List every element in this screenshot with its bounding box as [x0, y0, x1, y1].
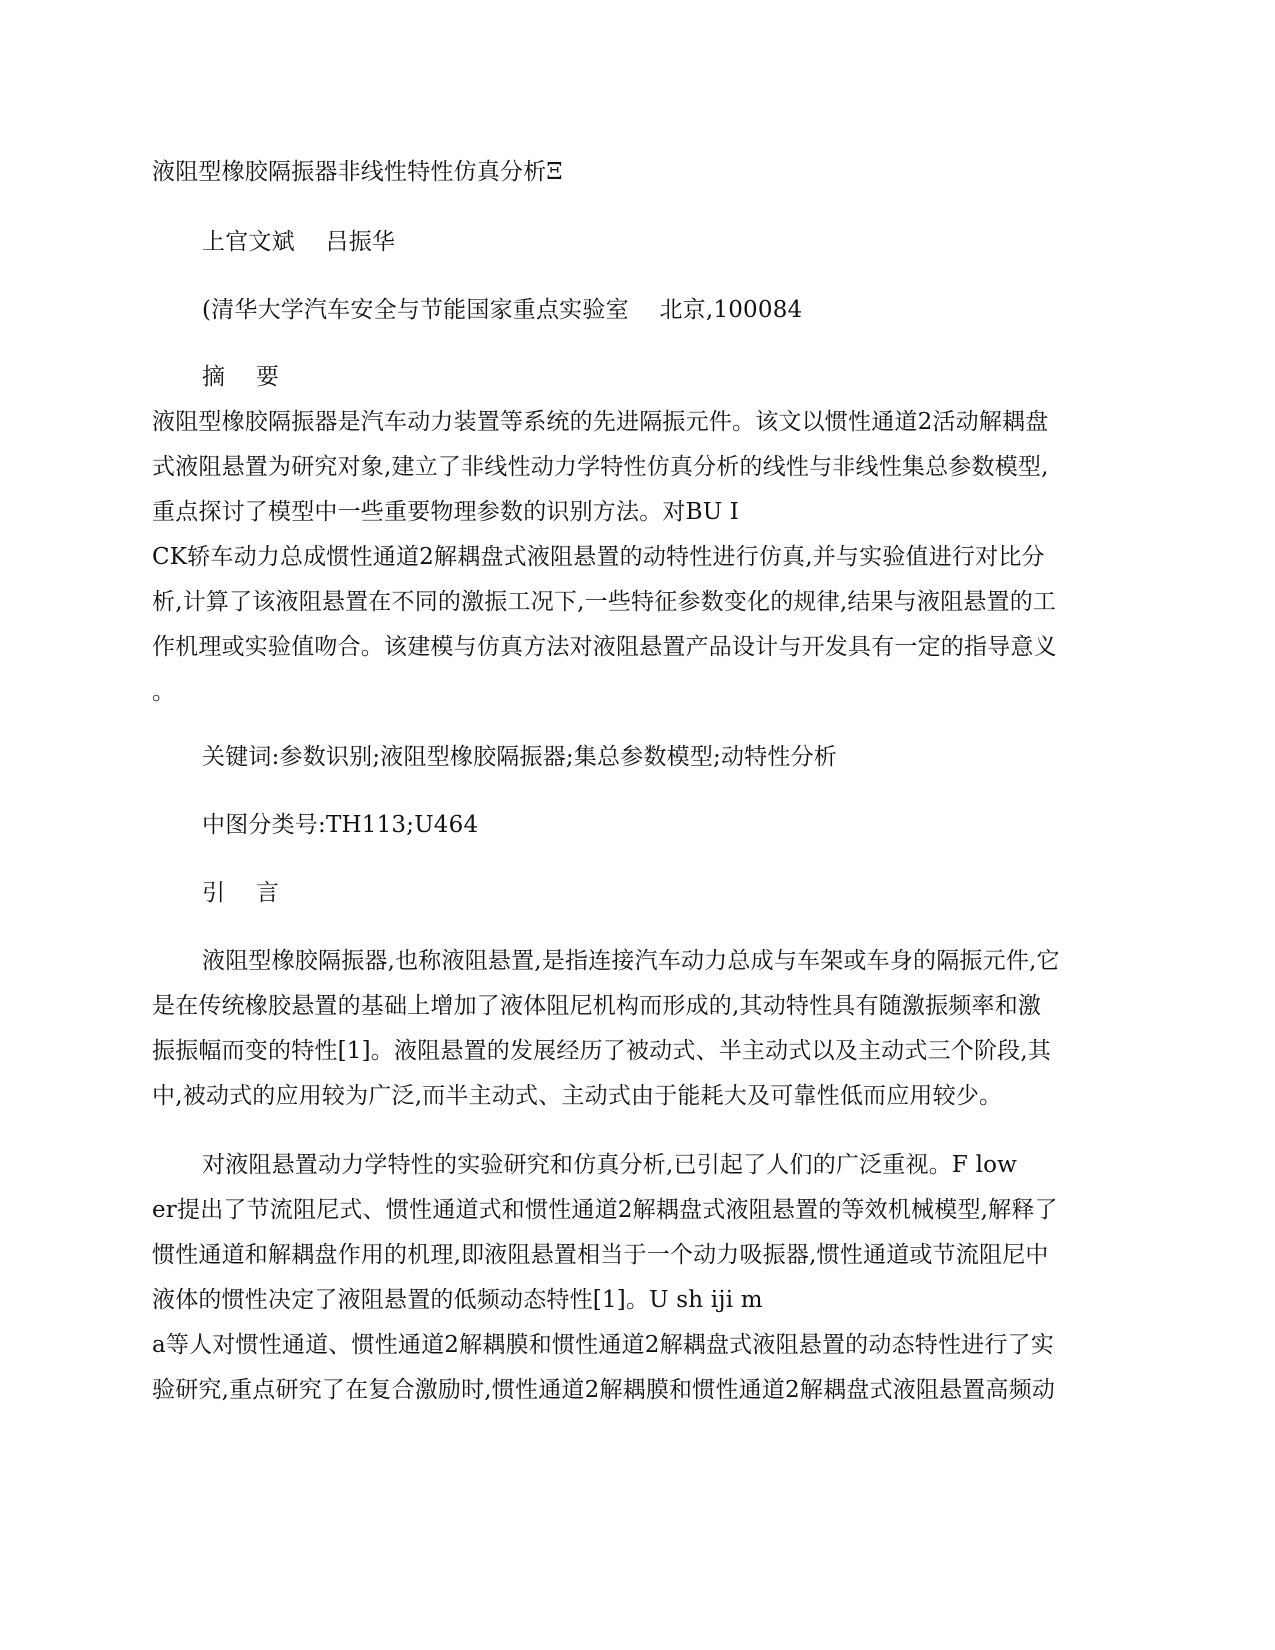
paragraph-line: a等人对惯性通道、惯性通道2解耦膜和惯性通道2解耦盘式液阻悬置的动态特性进行了实 — [152, 1332, 1054, 1358]
authors: 上官文斌 吕振华 — [202, 229, 396, 255]
paragraph-line: 惯性通道和解耦盘作用的机理,即液阻悬置相当于一个动力吸振器,惯性通道或节流阻尼中 — [152, 1242, 1049, 1268]
classification-number: 中图分类号:TH113;U464 — [202, 812, 479, 838]
affiliation: (清华大学汽车安全与节能国家重点实验室 北京,100084 — [202, 297, 803, 323]
paragraph-line: 对液阻悬置动力学特性的实验研究和仿真分析,已引起了人们的广泛重视。F low — [202, 1152, 1018, 1178]
paragraph-line: 是在传统橡胶悬置的基础上增加了液体阻尼机构而形成的,其动特性具有随激振频率和激 — [152, 993, 1042, 1019]
paper-title: 液阻型橡胶隔振器非线性特性仿真分析Ξ — [152, 159, 563, 185]
abstract-line: CK轿车动力总成惯性通道2解耦盘式液阻悬置的动特性进行仿真,并与实验值进行对比分 — [152, 544, 1045, 570]
keywords: 关键词:参数识别;液阻型橡胶隔振器;集总参数模型;动特性分析 — [202, 744, 837, 770]
abstract-line: 重点探讨了模型中一些重要物理参数的识别方法。对BU I — [152, 499, 740, 525]
intro-heading: 引 言 — [202, 880, 280, 906]
paragraph-line: 验研究,重点研究了在复合激励时,惯性通道2解耦膜和惯性通道2解耦盘式液阻悬置高频动 — [152, 1377, 1056, 1403]
abstract-line: 析,计算了该液阻悬置在不同的激振工况下,一些特征参数变化的规律,结果与液阻悬置的工 — [152, 589, 1057, 615]
paragraph-line: er提出了节流阻尼式、惯性通道式和惯性通道2解耦盘式液阻悬置的等效机械模型,解释了 — [152, 1197, 1058, 1223]
abstract-line: 作机理或实验值吻合。该建模与仿真方法对液阻悬置产品设计与开发具有一定的指导意义 — [152, 634, 1057, 660]
paragraph-line: 液阻型橡胶隔振器,也称液阻悬置,是指连接汽车动力总成与车架或车身的隔振元件,它 — [202, 948, 1060, 974]
abstract-line: 液阻型橡胶隔振器是汽车动力装置等系统的先进隔振元件。该文以惯性通道2活动解耦盘 — [152, 409, 1049, 435]
paragraph-line: 液体的惯性决定了液阻悬置的低频动态特性[1]。U sh iji m — [152, 1287, 763, 1313]
paragraph-line: 中,被动式的应用较为广泛,而半主动式、主动式由于能耗大及可靠性低而应用较少。 — [152, 1083, 1003, 1109]
paragraph-line: 振振幅而变的特性[1]。液阻悬置的发展经历了被动式、半主动式以及主动式三个阶段,其 — [152, 1038, 1052, 1064]
abstract-heading: 摘 要 — [202, 364, 280, 390]
abstract-line: 。 — [152, 679, 176, 705]
abstract-line: 式液阻悬置为研究对象,建立了非线性动力学特性仿真分析的线性与非线性集总参数模型, — [152, 454, 1049, 480]
